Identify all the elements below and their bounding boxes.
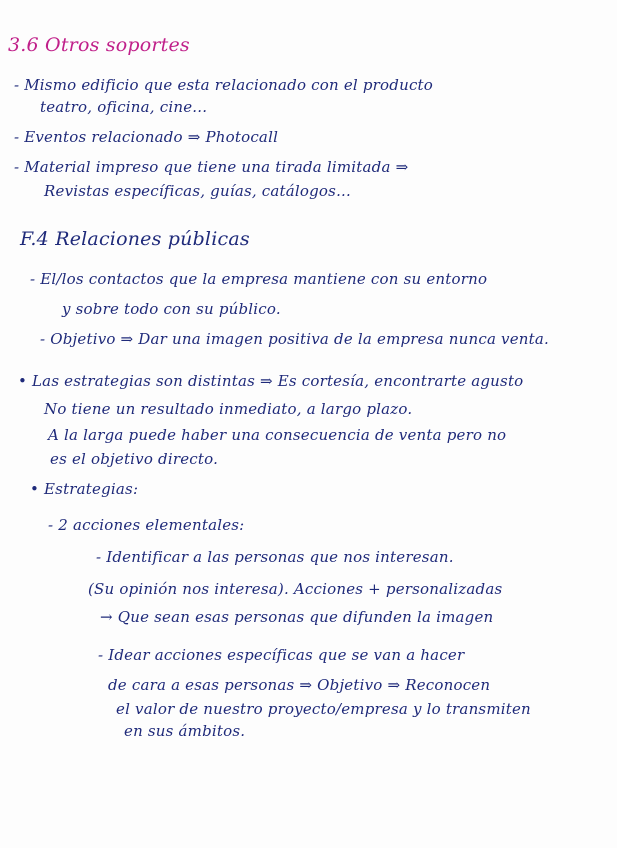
- note-line: - 2 acciones elementales:: [48, 516, 245, 534]
- note-line: - Objetivo ⇒ Dar una imagen positiva de la empresa nunca venta.: [40, 330, 550, 348]
- note-line: es el objetivo directo.: [50, 450, 219, 468]
- note-line: • Estrategias:: [30, 480, 139, 498]
- note-line: de cara a esas personas ⇒ Objetivo ⇒ Reconocen: [108, 676, 491, 694]
- section-3-6-title: 3.6 Otros soportes: [8, 34, 190, 56]
- note-line: (Su opinión nos interesa). Acciones + personalizadas: [88, 580, 503, 598]
- note-line: y sobre todo con su público.: [62, 300, 281, 318]
- section-f4-title: F.4 Relaciones públicas: [20, 228, 250, 250]
- note-line: - Mismo edificio que esta relacionado con el producto: [14, 76, 434, 94]
- note-line: → Que sean esas personas que difunden la imagen: [100, 608, 494, 626]
- note-line: - Identificar a las personas que nos interesan.: [96, 548, 454, 566]
- note-line: A la larga puede haber una consecuencia de venta pero no: [48, 426, 507, 444]
- note-line: Revistas específicas, guías, catálogos...: [44, 182, 351, 200]
- note-line: • Las estrategias son distintas ⇒ Es cortesía, encontrarte agusto: [18, 372, 524, 390]
- note-line: - El/los contactos que la empresa mantiene con su entorno: [30, 270, 488, 288]
- note-line: - Idear acciones específicas que se van a hacer: [98, 646, 465, 664]
- note-line: - Material impreso que tiene una tirada limitada ⇒: [14, 158, 409, 176]
- note-line: - Eventos relacionado ⇒ Photocall: [14, 128, 279, 146]
- note-line: el valor de nuestro proyecto/empresa y lo transmiten: [116, 700, 531, 718]
- note-line: en sus ámbitos.: [124, 722, 246, 740]
- note-line: No tiene un resultado inmediato, a largo plazo.: [44, 400, 413, 418]
- note-line: teatro, oficina, cine...: [40, 98, 208, 116]
